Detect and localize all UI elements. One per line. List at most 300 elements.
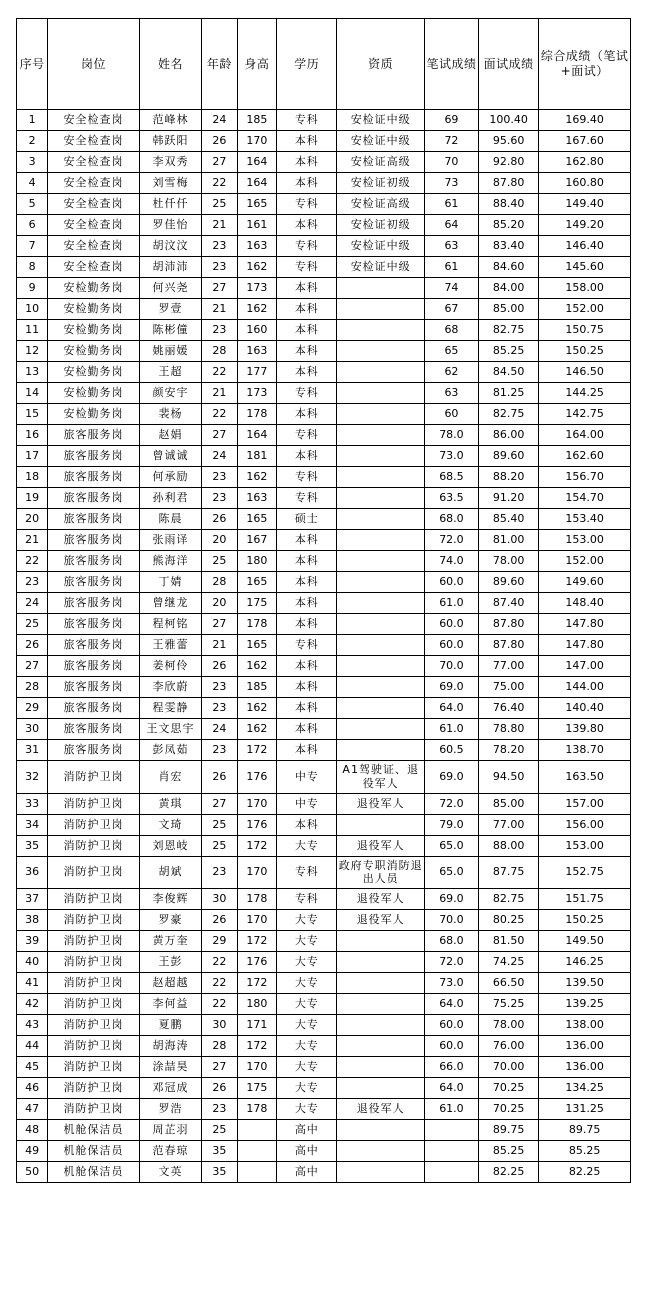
cell-4: 172 — [237, 740, 277, 761]
cell-8: 87.80 — [479, 635, 539, 656]
cell-7: 70.0 — [424, 910, 478, 931]
cell-3: 23 — [202, 488, 237, 509]
cell-6: 安检证中级 — [337, 110, 424, 131]
header-row — [17, 19, 631, 110]
cell-6: A1驾驶证、退役军人 — [337, 761, 424, 794]
cell-0: 11 — [17, 320, 48, 341]
cell-0: 18 — [17, 467, 48, 488]
table-row — [17, 835, 631, 856]
cell-7: 61 — [424, 257, 478, 278]
cell-0: 33 — [17, 793, 48, 814]
cell-4: 185 — [237, 110, 277, 131]
cell-0: 25 — [17, 614, 48, 635]
cell-5: 本科 — [277, 677, 337, 698]
cell-6 — [337, 404, 424, 425]
cell-3: 22 — [202, 404, 237, 425]
cell-7: 61 — [424, 194, 478, 215]
table-row — [17, 299, 631, 320]
cell-7: 60 — [424, 404, 478, 425]
table-row — [17, 973, 631, 994]
cell-0: 17 — [17, 446, 48, 467]
cell-9: 89.75 — [539, 1120, 631, 1141]
cell-8: 66.50 — [479, 973, 539, 994]
cell-7: 74.0 — [424, 551, 478, 572]
cell-7: 64.0 — [424, 994, 478, 1015]
column-header-name-label: 姓名 — [158, 56, 184, 71]
cell-5: 本科 — [277, 551, 337, 572]
table-row — [17, 814, 631, 835]
table-row — [17, 173, 631, 194]
cell-0: 24 — [17, 593, 48, 614]
cell-2: 胡海涛 — [139, 1036, 201, 1057]
cell-1: 安全检查岗 — [48, 152, 140, 173]
cell-0: 29 — [17, 698, 48, 719]
cell-0: 39 — [17, 931, 48, 952]
cell-5: 本科 — [277, 320, 337, 341]
cell-6 — [337, 341, 424, 362]
cell-3: 25 — [202, 551, 237, 572]
cell-2: 邓冠成 — [139, 1078, 201, 1099]
cell-5: 本科 — [277, 173, 337, 194]
cell-7: 61.0 — [424, 1099, 478, 1120]
cell-3: 23 — [202, 236, 237, 257]
cell-5: 大专 — [277, 835, 337, 856]
cell-7: 60.0 — [424, 572, 478, 593]
cell-9: 152.75 — [539, 856, 631, 889]
cell-6 — [337, 509, 424, 530]
cell-2: 李俊辉 — [139, 889, 201, 910]
cell-9: 163.50 — [539, 761, 631, 794]
cell-3: 22 — [202, 952, 237, 973]
cell-5: 专科 — [277, 488, 337, 509]
table-row — [17, 1162, 631, 1183]
cell-8: 78.00 — [479, 551, 539, 572]
cell-8: 80.25 — [479, 910, 539, 931]
cell-4: 176 — [237, 952, 277, 973]
cell-3: 27 — [202, 278, 237, 299]
cell-5: 中专 — [277, 761, 337, 794]
cell-8: 81.50 — [479, 931, 539, 952]
cell-4: 163 — [237, 236, 277, 257]
cell-9: 158.00 — [539, 278, 631, 299]
cell-9: 150.25 — [539, 910, 631, 931]
cell-0: 45 — [17, 1057, 48, 1078]
cell-4: 176 — [237, 814, 277, 835]
table-row — [17, 215, 631, 236]
cell-7: 69 — [424, 110, 478, 131]
cell-4: 165 — [237, 509, 277, 530]
table-row — [17, 1141, 631, 1162]
cell-7: 68.0 — [424, 509, 478, 530]
cell-6: 政府专职消防退出人员 — [337, 856, 424, 889]
cell-4: 173 — [237, 278, 277, 299]
cell-8: 78.80 — [479, 719, 539, 740]
cell-2: 罗壹 — [139, 299, 201, 320]
table-row — [17, 110, 631, 131]
cell-4: 160 — [237, 320, 277, 341]
cell-0: 21 — [17, 530, 48, 551]
cell-3: 25 — [202, 194, 237, 215]
cell-0: 10 — [17, 299, 48, 320]
cell-6: 安检证初级 — [337, 215, 424, 236]
cell-4: 172 — [237, 931, 277, 952]
cell-4: 162 — [237, 299, 277, 320]
cell-7: 72.0 — [424, 530, 478, 551]
cell-3: 28 — [202, 1036, 237, 1057]
cell-6 — [337, 635, 424, 656]
cell-9: 149.20 — [539, 215, 631, 236]
cell-4: 163 — [237, 341, 277, 362]
cell-2: 孙利君 — [139, 488, 201, 509]
cell-0: 30 — [17, 719, 48, 740]
cell-8: 87.75 — [479, 856, 539, 889]
cell-5: 大专 — [277, 1078, 337, 1099]
cell-6: 安检证高级 — [337, 194, 424, 215]
cell-8: 85.20 — [479, 215, 539, 236]
cell-7: 60.5 — [424, 740, 478, 761]
cell-3: 23 — [202, 698, 237, 719]
cell-1: 旅客服务岗 — [48, 656, 140, 677]
cell-9: 147.80 — [539, 614, 631, 635]
cell-1: 安检勤务岗 — [48, 404, 140, 425]
cell-2: 刘雪梅 — [139, 173, 201, 194]
table-row — [17, 467, 631, 488]
cell-9: 146.25 — [539, 952, 631, 973]
cell-9: 82.25 — [539, 1162, 631, 1183]
cell-6 — [337, 719, 424, 740]
cell-4: 178 — [237, 404, 277, 425]
cell-3: 22 — [202, 362, 237, 383]
cell-7: 63.5 — [424, 488, 478, 509]
cell-1: 消防护卫岗 — [48, 952, 140, 973]
cell-3: 23 — [202, 467, 237, 488]
cell-6 — [337, 320, 424, 341]
column-header-total-score-label: 综合成绩（笔试+面试） — [540, 49, 629, 78]
cell-6 — [337, 593, 424, 614]
cell-3: 20 — [202, 593, 237, 614]
cell-6: 退役军人 — [337, 889, 424, 910]
cell-2: 肖宏 — [139, 761, 201, 794]
cell-1: 旅客服务岗 — [48, 635, 140, 656]
cell-4: 181 — [237, 446, 277, 467]
cell-8: 89.60 — [479, 446, 539, 467]
cell-9: 153.40 — [539, 509, 631, 530]
cell-0: 44 — [17, 1036, 48, 1057]
cell-4: 163 — [237, 488, 277, 509]
cell-9: 136.00 — [539, 1057, 631, 1078]
cell-0: 22 — [17, 551, 48, 572]
cell-3: 24 — [202, 110, 237, 131]
cell-3: 35 — [202, 1162, 237, 1183]
table-row — [17, 509, 631, 530]
table-row — [17, 320, 631, 341]
cell-4: 162 — [237, 257, 277, 278]
cell-2: 文琦 — [139, 814, 201, 835]
table-row — [17, 952, 631, 973]
cell-1: 消防护卫岗 — [48, 856, 140, 889]
cell-5: 专科 — [277, 425, 337, 446]
cell-7: 72.0 — [424, 952, 478, 973]
cell-6: 安检证中级 — [337, 131, 424, 152]
cell-8: 84.60 — [479, 257, 539, 278]
cell-1: 旅客服务岗 — [48, 488, 140, 509]
cell-7: 65 — [424, 341, 478, 362]
cell-9: 145.60 — [539, 257, 631, 278]
table-row — [17, 530, 631, 551]
cell-6 — [337, 467, 424, 488]
column-header-interview-score-label: 面试成绩 — [483, 56, 534, 71]
cell-3: 27 — [202, 152, 237, 173]
cell-0: 6 — [17, 215, 48, 236]
cell-8: 85.25 — [479, 1141, 539, 1162]
cell-7: 69.0 — [424, 677, 478, 698]
cell-0: 27 — [17, 656, 48, 677]
cell-4: 164 — [237, 173, 277, 194]
cell-4: 180 — [237, 551, 277, 572]
cell-7: 73.0 — [424, 973, 478, 994]
cell-9: 160.80 — [539, 173, 631, 194]
table-row — [17, 593, 631, 614]
cell-7: 70.0 — [424, 656, 478, 677]
cell-6: 退役军人 — [337, 793, 424, 814]
cell-4: 172 — [237, 1036, 277, 1057]
cell-8: 82.75 — [479, 320, 539, 341]
cell-5: 本科 — [277, 446, 337, 467]
cell-8: 85.25 — [479, 341, 539, 362]
cell-2: 程雯静 — [139, 698, 201, 719]
cell-9: 152.00 — [539, 299, 631, 320]
cell-6 — [337, 740, 424, 761]
cell-5: 大专 — [277, 1036, 337, 1057]
cell-9: 144.25 — [539, 383, 631, 404]
cell-9: 85.25 — [539, 1141, 631, 1162]
cell-4 — [237, 1120, 277, 1141]
cell-9: 147.00 — [539, 656, 631, 677]
cell-3: 27 — [202, 793, 237, 814]
cell-8: 70.25 — [479, 1078, 539, 1099]
cell-4: 170 — [237, 1057, 277, 1078]
cell-2: 罗浩 — [139, 1099, 201, 1120]
cell-5: 本科 — [277, 614, 337, 635]
cell-5: 大专 — [277, 1057, 337, 1078]
cell-2: 丁婧 — [139, 572, 201, 593]
cell-4: 170 — [237, 793, 277, 814]
column-header-post-label: 岗位 — [81, 56, 107, 71]
cell-0: 8 — [17, 257, 48, 278]
cell-0: 16 — [17, 425, 48, 446]
cell-3: 26 — [202, 509, 237, 530]
cell-9: 153.00 — [539, 530, 631, 551]
cell-5: 大专 — [277, 994, 337, 1015]
cell-7: 65.0 — [424, 835, 478, 856]
cell-9: 152.00 — [539, 551, 631, 572]
cell-5: 大专 — [277, 910, 337, 931]
cell-7: 61.0 — [424, 593, 478, 614]
cell-6 — [337, 656, 424, 677]
column-header-interview-score — [479, 19, 539, 110]
cell-0: 42 — [17, 994, 48, 1015]
cell-1: 安检勤务岗 — [48, 299, 140, 320]
cell-3: 27 — [202, 614, 237, 635]
table-row — [17, 362, 631, 383]
cell-1: 旅客服务岗 — [48, 740, 140, 761]
cell-9: 149.60 — [539, 572, 631, 593]
cell-8: 91.20 — [479, 488, 539, 509]
cell-5: 本科 — [277, 698, 337, 719]
cell-4: 173 — [237, 383, 277, 404]
cell-6 — [337, 362, 424, 383]
cell-3: 26 — [202, 656, 237, 677]
column-header-education — [277, 19, 337, 110]
cell-9: 156.00 — [539, 814, 631, 835]
column-header-index-label: 序号 — [19, 56, 45, 71]
cell-1: 机舱保洁员 — [48, 1120, 140, 1141]
cell-1: 消防护卫岗 — [48, 973, 140, 994]
cell-2: 刘恩岐 — [139, 835, 201, 856]
cell-2: 周芷羽 — [139, 1120, 201, 1141]
cell-9: 131.25 — [539, 1099, 631, 1120]
cell-2: 胡汶汶 — [139, 236, 201, 257]
cell-0: 19 — [17, 488, 48, 509]
cell-4: 175 — [237, 593, 277, 614]
cell-6 — [337, 814, 424, 835]
cell-0: 48 — [17, 1120, 48, 1141]
cell-7: 60.0 — [424, 614, 478, 635]
cell-7: 69.0 — [424, 761, 478, 794]
cell-9: 146.50 — [539, 362, 631, 383]
cell-4: 165 — [237, 194, 277, 215]
cell-8: 87.80 — [479, 614, 539, 635]
cell-1: 消防护卫岗 — [48, 931, 140, 952]
cell-1: 消防护卫岗 — [48, 994, 140, 1015]
cell-6 — [337, 973, 424, 994]
cell-7: 72 — [424, 131, 478, 152]
cell-6 — [337, 488, 424, 509]
cell-3: 25 — [202, 1120, 237, 1141]
cell-3: 25 — [202, 835, 237, 856]
cell-1: 消防护卫岗 — [48, 1015, 140, 1036]
cell-9: 138.70 — [539, 740, 631, 761]
cell-8: 88.00 — [479, 835, 539, 856]
column-header-age — [202, 19, 237, 110]
cell-9: 156.70 — [539, 467, 631, 488]
cell-5: 本科 — [277, 152, 337, 173]
table-body — [17, 110, 631, 1183]
cell-7: 72.0 — [424, 793, 478, 814]
cell-9: 147.80 — [539, 635, 631, 656]
table-row — [17, 635, 631, 656]
cell-0: 28 — [17, 677, 48, 698]
cell-6 — [337, 299, 424, 320]
cell-7 — [424, 1120, 478, 1141]
cell-2: 李何益 — [139, 994, 201, 1015]
cell-5: 本科 — [277, 362, 337, 383]
cell-5: 本科 — [277, 404, 337, 425]
cell-2: 赵超越 — [139, 973, 201, 994]
cell-4: 176 — [237, 761, 277, 794]
cell-7: 66.0 — [424, 1057, 478, 1078]
cell-0: 26 — [17, 635, 48, 656]
cell-4: 185 — [237, 677, 277, 698]
cell-2: 文英 — [139, 1162, 201, 1183]
cell-2: 罗佳怡 — [139, 215, 201, 236]
cell-7: 78.0 — [424, 425, 478, 446]
cell-7: 64.0 — [424, 1078, 478, 1099]
cell-2: 曾诚诚 — [139, 446, 201, 467]
cell-6: 安检证高级 — [337, 152, 424, 173]
cell-1: 消防护卫岗 — [48, 1078, 140, 1099]
cell-3: 23 — [202, 320, 237, 341]
cell-9: 148.40 — [539, 593, 631, 614]
cell-9: 146.40 — [539, 236, 631, 257]
cell-9: 151.75 — [539, 889, 631, 910]
cell-9: 164.00 — [539, 425, 631, 446]
cell-8: 94.50 — [479, 761, 539, 794]
cell-8: 81.00 — [479, 530, 539, 551]
cell-5: 本科 — [277, 215, 337, 236]
cell-7: 61.0 — [424, 719, 478, 740]
cell-1: 旅客服务岗 — [48, 593, 140, 614]
table-row — [17, 1015, 631, 1036]
cell-5: 本科 — [277, 341, 337, 362]
cell-1: 旅客服务岗 — [48, 551, 140, 572]
cell-0: 7 — [17, 236, 48, 257]
cell-1: 消防护卫岗 — [48, 1057, 140, 1078]
table-row — [17, 1078, 631, 1099]
results-table — [16, 18, 631, 1183]
cell-7: 60.0 — [424, 1015, 478, 1036]
cell-8: 95.60 — [479, 131, 539, 152]
cell-9: 150.25 — [539, 341, 631, 362]
cell-5: 高中 — [277, 1141, 337, 1162]
cell-7: 62 — [424, 362, 478, 383]
cell-6 — [337, 994, 424, 1015]
cell-5: 本科 — [277, 278, 337, 299]
table-row — [17, 236, 631, 257]
cell-1: 安全检查岗 — [48, 131, 140, 152]
cell-5: 本科 — [277, 131, 337, 152]
cell-5: 本科 — [277, 656, 337, 677]
cell-3: 23 — [202, 677, 237, 698]
cell-4: 162 — [237, 719, 277, 740]
cell-3: 26 — [202, 1078, 237, 1099]
cell-9: 169.40 — [539, 110, 631, 131]
cell-1: 旅客服务岗 — [48, 467, 140, 488]
cell-8: 74.25 — [479, 952, 539, 973]
cell-6 — [337, 931, 424, 952]
cell-2: 罗豪 — [139, 910, 201, 931]
cell-8: 84.00 — [479, 278, 539, 299]
table-row — [17, 425, 631, 446]
cell-8: 85.00 — [479, 299, 539, 320]
cell-8: 77.00 — [479, 814, 539, 835]
cell-0: 3 — [17, 152, 48, 173]
cell-1: 旅客服务岗 — [48, 572, 140, 593]
cell-7: 70 — [424, 152, 478, 173]
cell-7: 69.0 — [424, 889, 478, 910]
cell-8: 92.80 — [479, 152, 539, 173]
cell-2: 范峰林 — [139, 110, 201, 131]
cell-6 — [337, 572, 424, 593]
cell-3: 27 — [202, 425, 237, 446]
table-row — [17, 931, 631, 952]
column-header-height-label: 身高 — [244, 56, 270, 71]
cell-5: 大专 — [277, 1015, 337, 1036]
cell-7: 63 — [424, 236, 478, 257]
cell-5: 本科 — [277, 530, 337, 551]
cell-1: 机舱保洁员 — [48, 1141, 140, 1162]
table-row — [17, 761, 631, 794]
